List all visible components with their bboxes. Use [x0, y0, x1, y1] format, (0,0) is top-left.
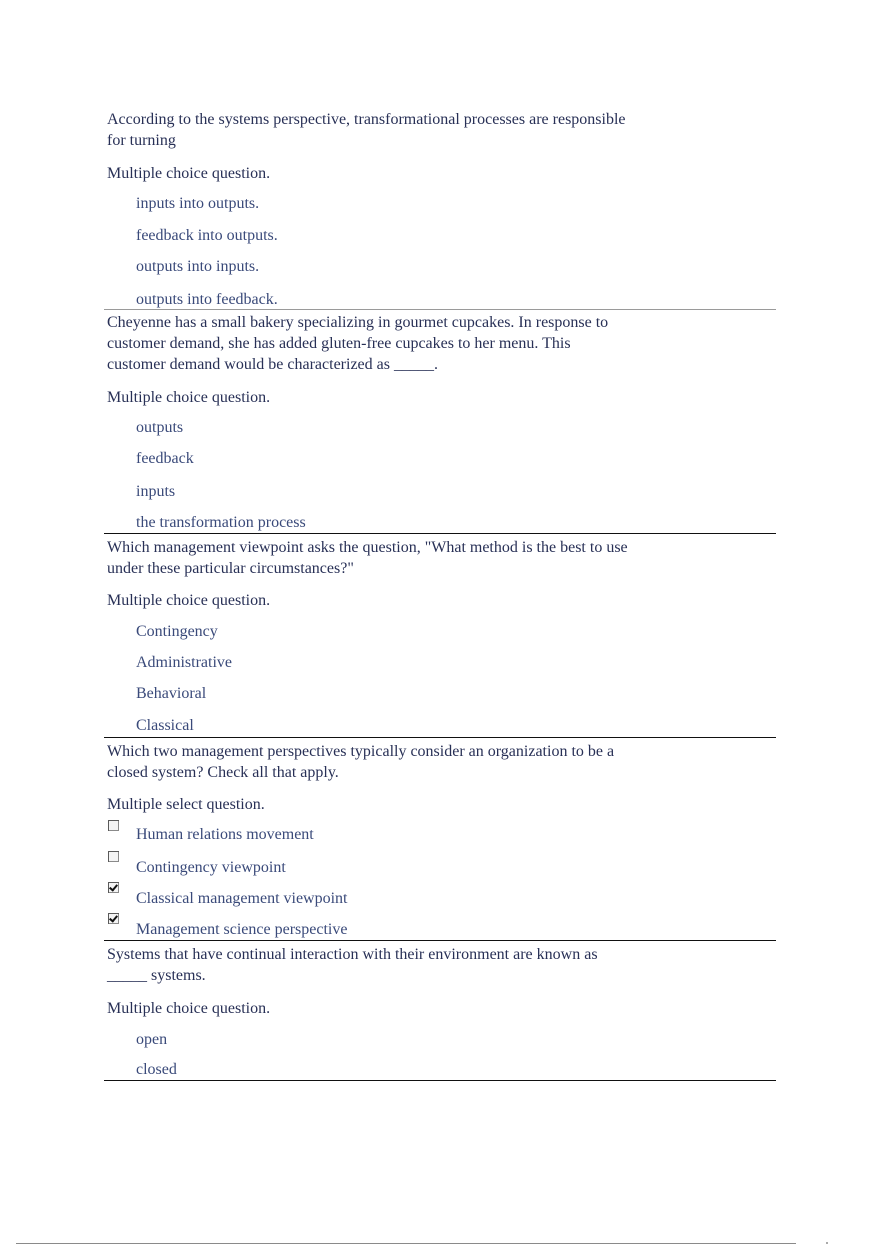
footer-divider	[16, 1243, 796, 1244]
question-type: Multiple choice question.	[107, 165, 271, 182]
question-type: Multiple choice question.	[107, 1000, 271, 1017]
stem-line: According to the systems perspective, transformational processes are responsible	[107, 111, 626, 128]
stem-line: Systems that have continual interaction with their environment are known as	[107, 946, 598, 963]
question-stem	[104, 312, 608, 375]
question-stem	[104, 944, 598, 986]
answer-option[interactable]: outputs	[136, 419, 184, 436]
stem-line: customer demand would be characterized as _____.	[107, 356, 438, 373]
question-type: Multiple choice question.	[107, 389, 271, 406]
stem-line: customer demand, she has added gluten-free cupcakes to her menu. This	[107, 335, 571, 352]
answer-option[interactable]: inputs	[136, 483, 176, 500]
checkbox-unchecked-icon[interactable]	[108, 851, 119, 862]
question-2	[104, 312, 776, 534]
stem-line: _____ systems.	[107, 967, 206, 984]
stem-line: Cheyenne has a small bakery specializing in gourmet cupcakes. In response to	[107, 314, 609, 331]
answer-option[interactable]: Contingency	[136, 623, 218, 640]
stem-line: Which two management perspectives typically consider an organization to be a	[107, 743, 615, 760]
question-5	[104, 944, 776, 1081]
answer-option[interactable]: Classical	[136, 717, 194, 734]
question-4	[104, 741, 776, 941]
answer-option[interactable]: Behavioral	[136, 685, 207, 702]
answer-option[interactable]: inputs into outputs.	[136, 195, 260, 212]
question-stem	[104, 537, 628, 579]
answer-option[interactable]: feedback	[136, 450, 194, 467]
answer-option[interactable]: Classical management viewpoint	[136, 890, 348, 907]
answer-option[interactable]: Human relations movement	[136, 826, 314, 843]
answer-option[interactable]: open	[136, 1031, 168, 1048]
answer-option[interactable]: Administrative	[136, 654, 232, 671]
question-1	[104, 109, 776, 310]
checkbox-unchecked-icon[interactable]	[108, 820, 119, 831]
answer-option[interactable]: outputs into feedback.	[136, 291, 278, 308]
answer-option[interactable]: the transformation process	[136, 514, 306, 531]
question-3	[104, 537, 776, 738]
checkbox-checked-icon[interactable]	[108, 913, 119, 924]
stem-line: for turning	[107, 132, 176, 149]
question-stem	[104, 741, 614, 783]
question-type: Multiple select question.	[107, 796, 265, 813]
stem-line: under these particular circumstances?"	[107, 560, 354, 577]
stem-line: closed system? Check all that apply.	[107, 764, 339, 781]
stem-line: Which management viewpoint asks the question, "What method is the best to use	[107, 539, 628, 556]
question-type: Multiple choice question.	[107, 592, 271, 609]
footer-mark	[826, 1242, 828, 1244]
answer-option[interactable]: outputs into inputs.	[136, 258, 260, 275]
answer-option[interactable]: feedback into outputs.	[136, 227, 278, 244]
answer-option[interactable]: Management science perspective	[136, 921, 348, 938]
answer-option[interactable]: Contingency viewpoint	[136, 859, 286, 876]
checkbox-checked-icon[interactable]	[108, 882, 119, 893]
question-stem	[104, 109, 626, 151]
answer-option[interactable]: closed	[136, 1061, 177, 1078]
